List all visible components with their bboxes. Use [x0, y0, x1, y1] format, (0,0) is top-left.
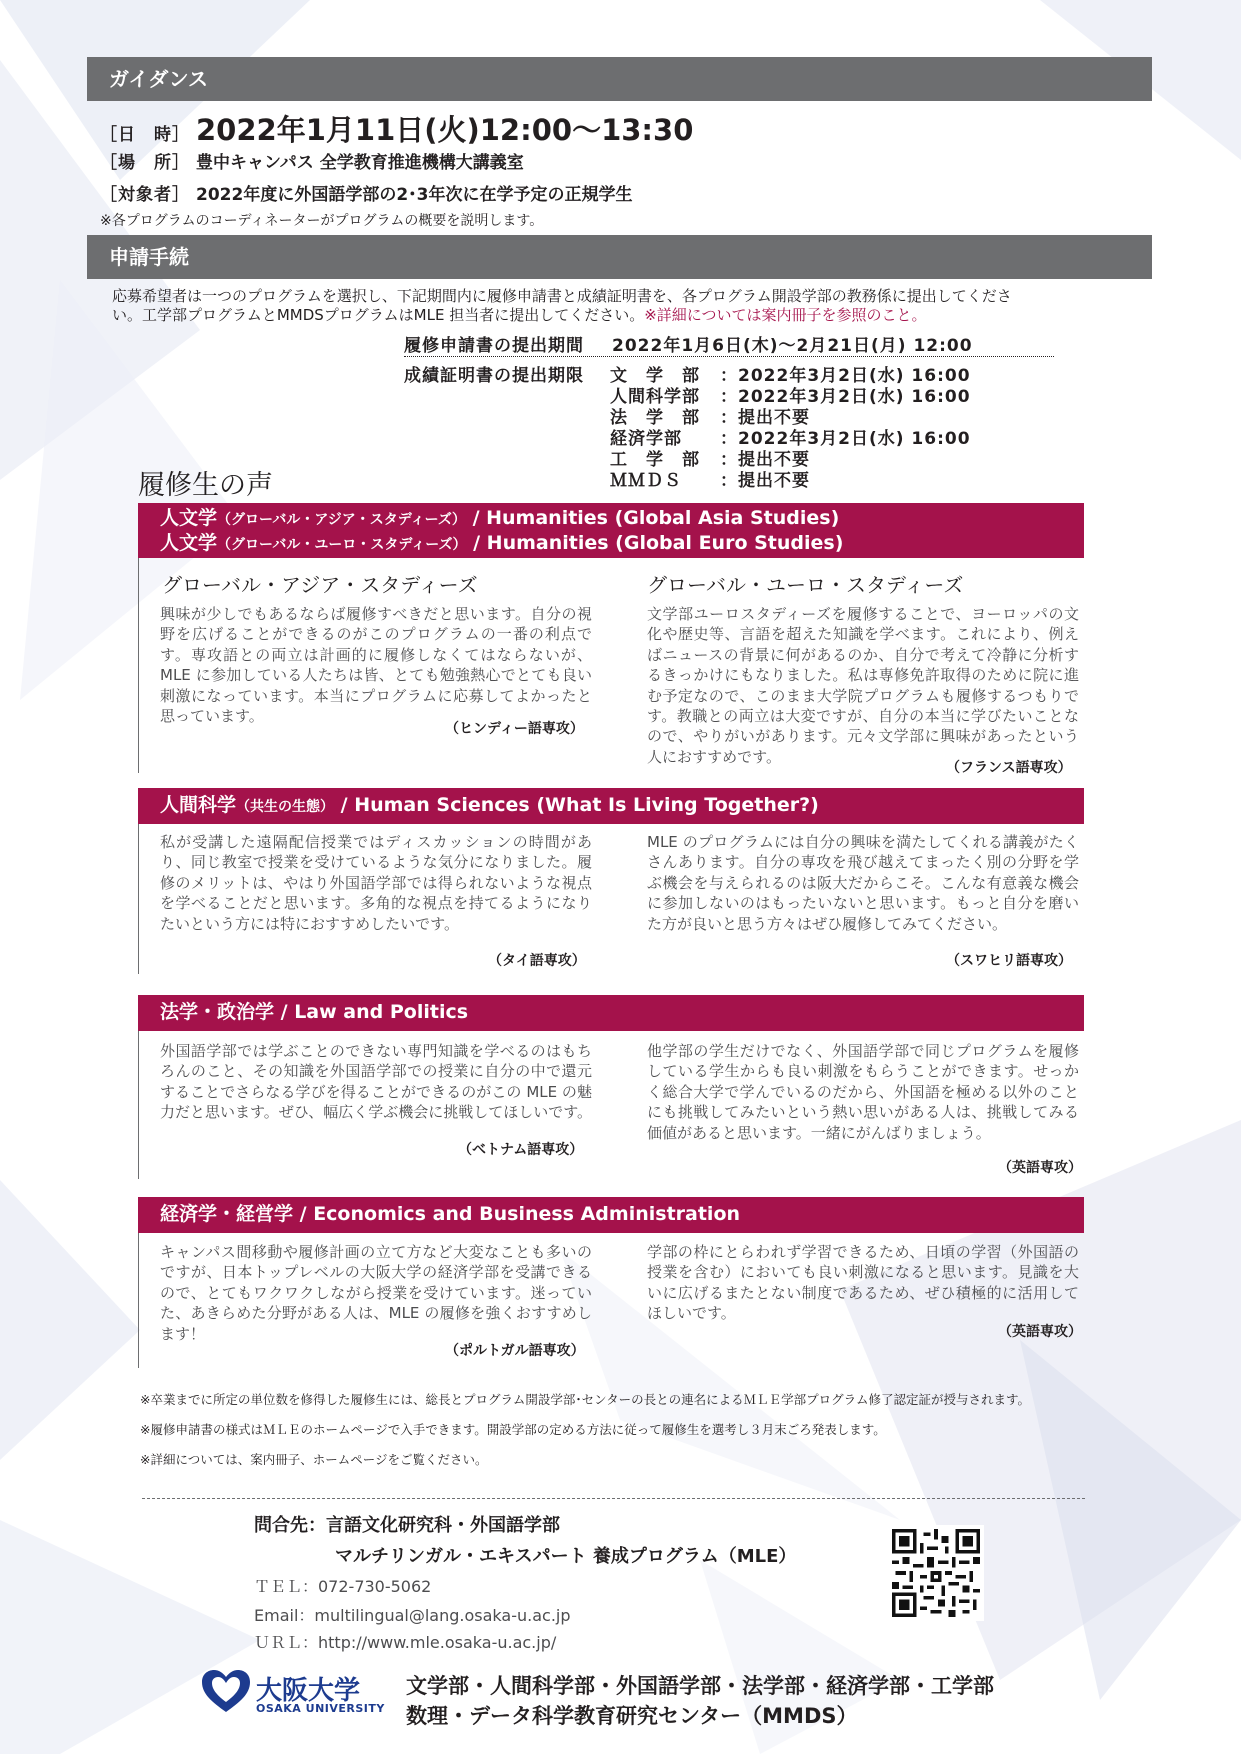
testimonial-text: 私が受講した遠隔配信授業ではディスカッションの時間があり、同じ教室で授業を受けているような気分になりました。履修のメリットは、やはり外国語学部では得られないような視点を学べることだと思います。多角的な視点を持てるようになりたいという方には特におすすめしたいです。	[160, 833, 592, 933]
category-jp: 法学・政治学	[160, 1001, 275, 1023]
guidance-date	[100, 108, 693, 149]
date-label: ［日 時］	[100, 125, 190, 145]
category-sub: （グローバル・アジア・スタディーズ）	[217, 512, 466, 528]
deadline-date: ：提出不要	[720, 450, 810, 470]
deadline-date: ：提出不要	[720, 471, 810, 491]
contact-line1: 問合先：言語文化研究科・外国語学部	[254, 1515, 560, 1536]
testimonial-byline: （タイ語専攻）	[488, 953, 586, 969]
place-value: 豊中キャンパス 全学教育推進機構大講義室	[196, 153, 524, 173]
application-text-note: ※詳細については案内冊子を参照のこと。	[644, 306, 927, 324]
column-title: グローバル・ユーロ・スタディーズ	[647, 573, 964, 597]
deadline-dept: 経済学部	[610, 429, 682, 449]
application-period-label: 履修申請書の提出期間	[404, 336, 584, 356]
target-value: 2022年度に外国語学部の2･3年次に在学予定の正規学生	[196, 185, 633, 205]
category-jp: 経済学・経営学	[160, 1203, 294, 1225]
testimonial-text: MLE のプログラムには自分の興味を満たしてくれる講義がたくさんあります。自分の専攻を飛び越えてまったく別の分野を学ぶ機会を与えられるのは阪大だからこそ。こんな有意義な機会に参加しないのはもったいないと思います。もっと自分を磨いた方が良いと思う方々はぜひ履修してみてください。	[647, 833, 1079, 933]
testimonial-text: 興味が少しでもあるならば履修すべきだと思います。自分の視野を広げることができるのがこのプログラムの一番の利点です。専攻語との両立は計画的に履修しなくてはならないが、MLE に参加している人たちは皆、とても勉強熱心でとても良い刺激になっています。本当にプログラムに応募してよかったと思っています。	[160, 605, 592, 726]
deadline-dept: 文 学 部	[610, 366, 700, 386]
testimonial-text: 外国語学部では学ぶことのできない専門知識を学べるのはもちろんのこと、その知識を外国語学部での授業に自分の中で還元することでさらなる学びを得ることができるのがこの MLE の魅力だと思います。ぜひ、幅広く学ぶ機会に挑戦してほしいです。	[160, 1042, 593, 1122]
testimonial-text: 他学部の学生だけでなく、外国語学部で同じプログラムを履修している学生からも良い刺激をもらうことができます。せっかく総合大学で学んでいるのだから、外国語を極める以外のことにも挑戦してみたいという熱い思いがある人は、挑戦してみる価値があると思います。一緒にがんばりましょう。	[647, 1042, 1079, 1142]
section-rule	[138, 824, 139, 974]
category-line	[160, 531, 1084, 556]
footnote: ※卒業までに所定の単位数を修得した履修生には、総長とプログラム開設学部･センターの長との連名によるＭＬＥ学部プログラム修了認定証が授与されます。	[140, 1392, 1030, 1407]
deadline-dept: 人間科学部	[610, 387, 700, 407]
deadline-dept: ＭＭＤＳ	[610, 471, 682, 491]
category-en: / Law and Politics	[280, 1001, 469, 1023]
departments-line1: 文学部・人間科学部・外国語学部・法学部・経済学部・工学部	[406, 1674, 994, 1698]
testimonial-byline: （ベトナム語専攻）	[458, 1142, 584, 1158]
category-humanities-header	[138, 503, 1084, 558]
testimonial-text: 学部の枠にとらわれず学習できるため、日頃の学習（外国語の授業を含む）においても良い刺激になると思います。見識を大いに広げるまたとない制度であるため、ぜひ積極的に活用してほしいです。	[647, 1243, 1079, 1323]
section-rule	[138, 558, 139, 773]
contact-url[interactable]: ＵＲＬ：http://www.mle.osaka-u.ac.jp/	[254, 1633, 557, 1652]
application-text-line1: 応募希望者は一つのプログラムを選択し、下記期間内に履修申請書と成績証明書を、各プログラム開設学部の教務係に提出してくださ	[112, 287, 1012, 305]
testimonial-byline: （英語専攻）	[998, 1324, 1082, 1340]
deadline-date: ：2022年3月2日(水) 16:00	[720, 366, 971, 386]
section-rule	[138, 1233, 139, 1368]
testimonial-text: キャンパス間移動や履修計画の立て方など大変なことも多いのですが、日本トップレベルの大阪大学の経済学部を受講できるので、とてもワクワクしながら授業を受けています。迷っていた、あきらめた分野がある人は、MLE の履修を強くおすすめします！	[160, 1243, 592, 1343]
testimonial-byline: （フランス語専攻）	[946, 760, 1072, 776]
departments-line2: 数理・データ科学教育研究センター（MMDS）	[406, 1704, 858, 1728]
application-text	[112, 287, 1062, 325]
application-text-line2	[112, 306, 1062, 325]
application-period-value: 2022年1月6日(木)～2月21日(月) 12:00	[612, 336, 973, 356]
qr-code-icon[interactable]	[888, 1525, 984, 1621]
testimonial-byline: （英語専攻）	[998, 1160, 1082, 1176]
column-title: グローバル・アジア・スタディーズ	[162, 573, 478, 597]
date-value: 2022年1月11日(火)12:00～13:30	[196, 113, 694, 147]
deadline-date: ：2022年3月2日(水) 16:00	[720, 387, 971, 407]
deadline-date: ：提出不要	[720, 408, 810, 428]
category-sub: （グローバル・ユーロ・スタディーズ）	[217, 537, 467, 553]
category-en: / Humanities (Global Asia Studies)	[472, 507, 840, 529]
target-label: ［対象者］	[100, 185, 190, 205]
transcript-label: 成績証明書の提出期限	[404, 366, 584, 386]
application-text-line2-main: い。工学部プログラムとMMDSプログラムはMLE 担当者に提出してください。	[112, 306, 645, 324]
category-line	[160, 1202, 1084, 1227]
guidance-place	[100, 148, 524, 173]
category-en: / Human Sciences (What Is Living Together?)	[340, 794, 819, 816]
section-rule	[138, 1031, 139, 1179]
testimonial-text: 文学部ユーロスタディーズを履修することで、ヨーロッパの文化や歴史等、言語を超えた知識を学べます。これにより、例えばニュースの背景に何があるのか、自分で考えて冷静に分析するきっかけにもなりました。私は専修免許取得のために院に進む予定なので、このまま大学院プログラムも履修するつもりです。教職との両立は大変ですが、自分の本当に学びたいことなので、やりがいがあります。元々文学部に興味があったという人におすすめです。	[647, 605, 1079, 766]
osaka-university-logo-icon	[200, 1668, 252, 1714]
category-en: / Humanities (Global Euro Studies)	[473, 532, 844, 554]
application-header: 申請手続	[87, 235, 1152, 279]
footnote: ※履修申請書の様式はＭＬＥのホームページで入手できます。開設学部の定める方法に従って履修生を選考し３月末ごろ発表します。	[140, 1422, 886, 1437]
category-line	[160, 506, 1084, 531]
deadline-date: ：2022年3月2日(水) 16:00	[720, 429, 971, 449]
testimonial-byline: （ポルトガル語専攻）	[445, 1343, 585, 1359]
category-jp: 人文学	[160, 532, 218, 554]
voices-title: 履修生の声	[138, 470, 273, 501]
logo-text-jp: 大阪大学	[256, 1676, 361, 1706]
guidance-note: ※各プログラムのコーディネーターがプログラムの概要を説明します。	[100, 213, 544, 229]
category-jp: 人間科学	[160, 794, 237, 816]
contact-email[interactable]: Email：multilingual@lang.osaka-u.ac.jp	[254, 1606, 571, 1625]
guidance-target	[100, 180, 632, 205]
testimonial-byline: （ヒンディー語専攻）	[445, 721, 584, 737]
category-line	[160, 793, 1084, 818]
testimonial-byline: （スワヒリ語専攻）	[946, 953, 1072, 969]
category-jp: 人文学	[160, 507, 218, 529]
dashed-divider	[142, 1498, 1085, 1499]
deadline-dept: 法 学 部	[610, 408, 700, 428]
logo-text-en: OSAKA UNIVERSITY	[256, 1702, 385, 1715]
category-economics-header	[138, 1197, 1084, 1233]
category-sub: （共生の生態）	[236, 799, 335, 815]
guidance-header: ガイダンス	[87, 57, 1152, 101]
place-label: ［場 所］	[100, 153, 190, 173]
category-line	[160, 1000, 1084, 1025]
category-law-header	[138, 995, 1084, 1031]
dotted-divider	[404, 356, 1054, 357]
deadline-dept: 工 学 部	[610, 450, 700, 470]
footnote: ※詳細については、案内冊子、ホームページをご覧ください。	[140, 1452, 488, 1467]
qr-code-graphic	[892, 1529, 980, 1617]
contact-line2: マルチリンガル・エキスパート 養成プログラム（MLE）	[335, 1546, 797, 1567]
category-human-sciences-header	[138, 788, 1084, 824]
contact-tel: ＴＥＬ：072-730-5062	[254, 1577, 432, 1596]
category-en: / Economics and Business Administration	[299, 1203, 741, 1225]
